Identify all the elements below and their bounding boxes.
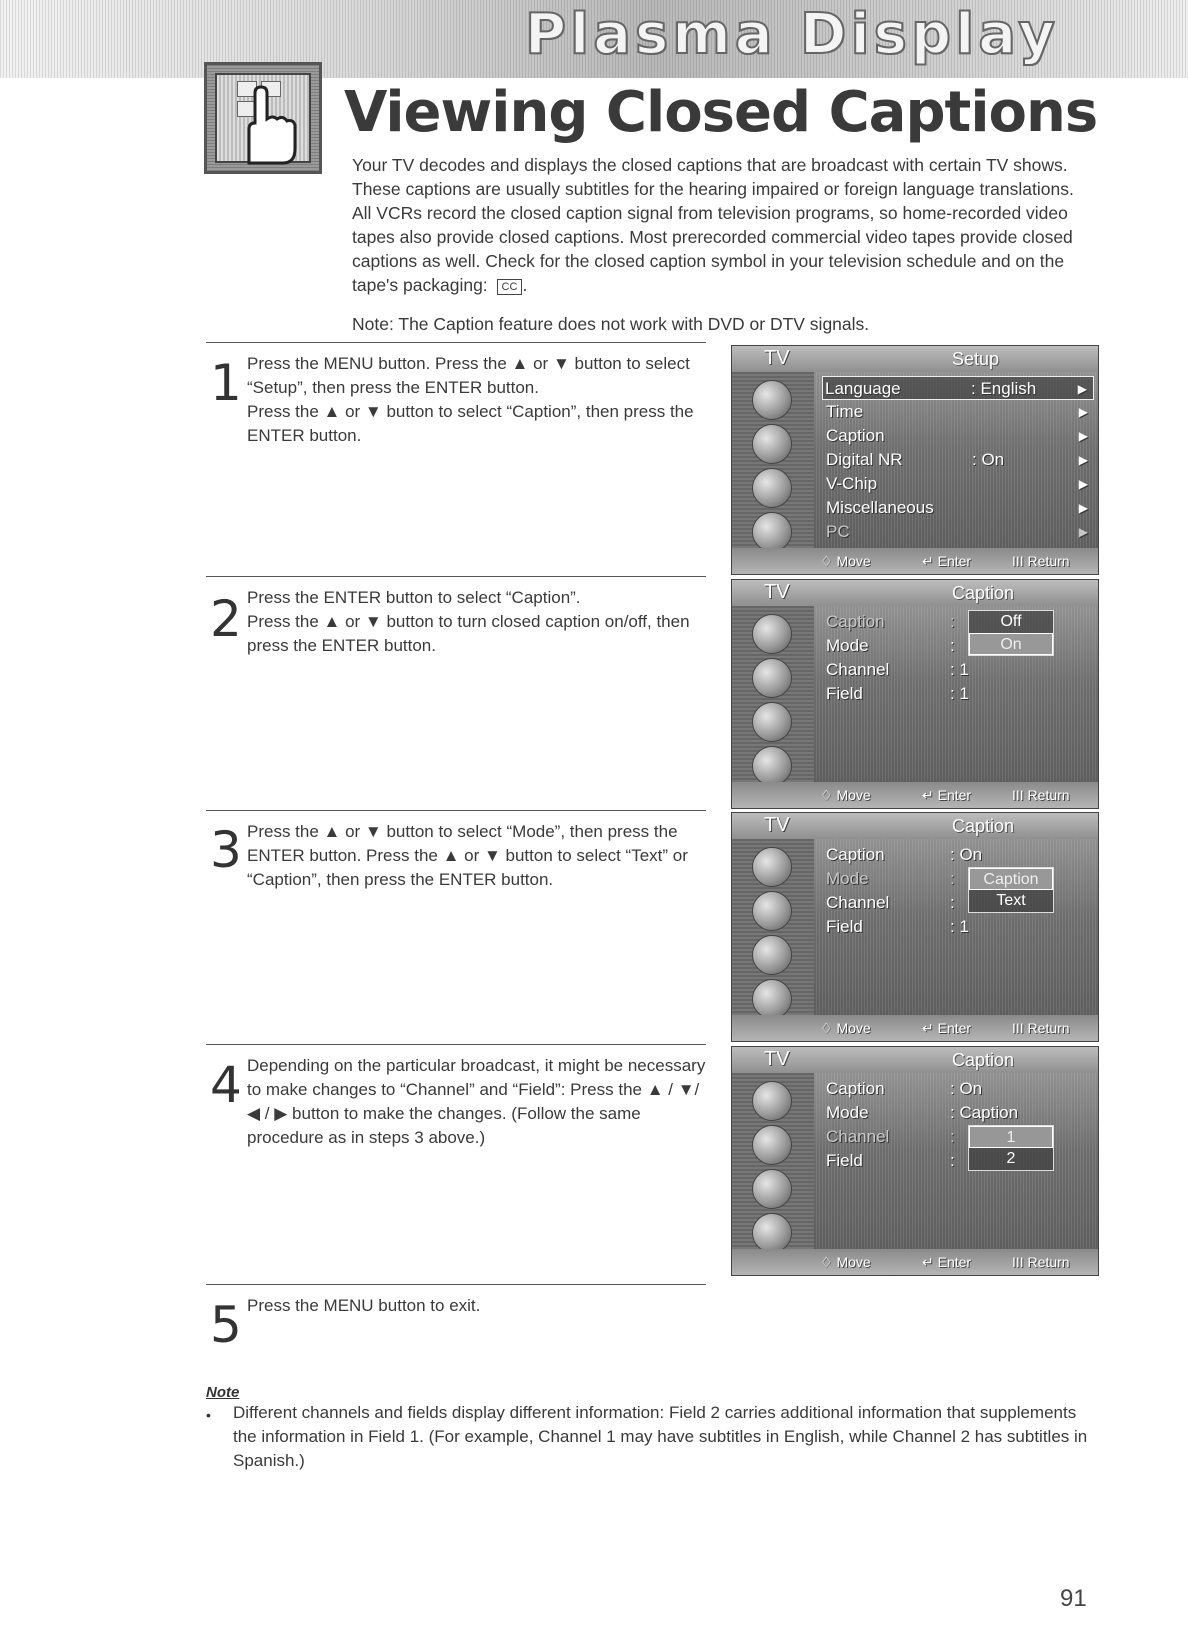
- picture-disc-icon: [752, 891, 792, 931]
- input-disc-icon: [752, 614, 792, 654]
- step-number: 1: [210, 354, 242, 412]
- step-divider: [206, 810, 706, 811]
- osd-sidebar: [732, 1073, 814, 1249]
- enter-hint: ↵ Enter: [922, 553, 972, 569]
- option-channel-2: 2: [1006, 1150, 1016, 1167]
- setup-menu-screen: [731, 345, 1099, 575]
- picture-disc-icon: [752, 1125, 792, 1165]
- osd-row-field: Field : 1: [826, 684, 969, 703]
- osd-footer: [732, 1249, 1098, 1275]
- move-hint: ♢ Move: [820, 553, 871, 569]
- osd-heading: Caption: [952, 1050, 1015, 1070]
- page-title: Viewing Closed Captions: [344, 80, 1098, 145]
- osd-sidebar: [732, 372, 814, 548]
- move-hint: ♢ Move: [820, 787, 871, 803]
- intro-note: Note: The Caption feature does not work with DVD or DTV signals.: [352, 314, 870, 334]
- enter-hint: ↵ Enter: [922, 787, 972, 803]
- osd-row-misc: Miscellaneous ▶: [824, 496, 1094, 520]
- osd-footer: [732, 782, 1098, 808]
- caption-options: [968, 610, 1054, 656]
- osd-row-caption: Caption :: [826, 612, 955, 631]
- input-disc-icon: [752, 1081, 792, 1121]
- enter-hint: ↵ Enter: [922, 1254, 972, 1270]
- intro-period: .: [522, 275, 528, 295]
- step-number: 3: [210, 821, 242, 879]
- osd-tv-label: TV: [764, 814, 790, 836]
- option-on: On: [969, 633, 1053, 655]
- osd-row-channel: Channel :: [826, 893, 955, 912]
- option-text: Text: [996, 892, 1026, 909]
- option-caption: Caption: [969, 868, 1053, 890]
- step-line: Press the ▲ or ▼ button to select “Caption”, then press the ENTER button.: [247, 402, 694, 445]
- osd-sidebar: [732, 606, 814, 782]
- move-hint: ♢ Move: [820, 1020, 871, 1036]
- input-disc-icon: [752, 847, 792, 887]
- bullet-icon: •: [206, 1407, 211, 1423]
- osd-row-language: Language : English ▶: [822, 376, 1094, 400]
- option-channel-1: 1: [969, 1126, 1053, 1148]
- osd-row-digital-nr: Digital NR : On ▶: [824, 448, 1094, 472]
- osd-row-time: Time ▶: [824, 400, 1094, 424]
- return-hint: III Return: [1012, 553, 1070, 569]
- step-line: Press the ▲ or ▼ button to select “Mode”, then press the ENTER button. Press the ▲ or ▼ button to select “Text” or “Caption”, then press the ENTER button.: [247, 822, 688, 889]
- mode-options: [968, 867, 1054, 913]
- return-hint: III Return: [1012, 1020, 1070, 1036]
- step-number: 5: [210, 1296, 242, 1354]
- option-off: Off: [1000, 613, 1022, 630]
- move-hint: ♢ Move: [820, 1254, 871, 1270]
- osd-row-mode: Mode :: [826, 869, 955, 888]
- osd-tv-label: TV: [764, 1048, 790, 1070]
- channel-disc-icon: [752, 512, 792, 552]
- osd-heading: Caption: [952, 583, 1015, 603]
- step-instructions: [247, 586, 707, 658]
- step-number: 4: [210, 1056, 242, 1114]
- step-line: Press the MENU button. Press the ▲ or ▼ button to select “Setup”, then press the ENTER button.: [247, 354, 690, 397]
- osd-row-caption: Caption : On: [826, 845, 983, 864]
- step-line: Press the MENU button to exit.: [247, 1296, 481, 1315]
- arrow-right-icon: ▶: [1078, 405, 1088, 419]
- arrow-right-icon: ▶: [1078, 429, 1088, 443]
- step-line: Depending on the particular broadcast, it might be necessary to make changes to “Channel” and “Field”: Press the ▲ / ▼/ ◀ / ▶ button to make the changes. (Follow the same procedure as in steps 3 above.): [247, 1056, 706, 1147]
- header-banner: [0, 0, 1188, 78]
- cc-symbol-icon: CC: [497, 279, 523, 295]
- enter-hint: ↵ Enter: [922, 1020, 972, 1036]
- step-divider: [206, 1284, 706, 1285]
- return-hint: III Return: [1012, 1254, 1070, 1270]
- picture-disc-icon: [752, 658, 792, 698]
- arrow-right-icon: ▶: [1078, 525, 1088, 539]
- step-instructions: [247, 352, 707, 448]
- arrow-right-icon: ▶: [1078, 477, 1088, 491]
- osd-row-channel: Channel :: [826, 1127, 955, 1146]
- return-hint: III Return: [1012, 787, 1070, 803]
- banner-title: Plasma Display: [525, 2, 1059, 67]
- channel-disc-icon: [752, 1213, 792, 1253]
- note-label: Note: [206, 1384, 240, 1401]
- step-divider: [206, 1044, 706, 1045]
- osd-sidebar: [732, 839, 814, 1015]
- channel-disc-icon: [752, 979, 792, 1019]
- osd-row-field: Field :: [826, 1151, 955, 1170]
- osd-row-pc: PC ▶: [824, 520, 1094, 544]
- step-instructions: [247, 820, 707, 892]
- osd-heading: Caption: [952, 816, 1015, 836]
- channel-options: [968, 1125, 1054, 1171]
- sound-disc-icon: [752, 468, 792, 508]
- caption-channel-screen: [731, 1046, 1099, 1276]
- hand-pointer-icon: [204, 62, 322, 174]
- step-number: 2: [210, 590, 242, 648]
- intro-text: Your TV decodes and displays the closed captions that are broadcast with certain TV shows. These captions are usually subtitles for the hearing impaired or foreign language translations. All VCRs record the closed caption signal from television programs, so home-recorded video tapes also provide closed captions. Most prerecorded commercial video tapes provide closed captions as well. Check for the closed caption symbol in your television schedule and on the tape's packaging:: [352, 155, 1074, 295]
- caption-mode-screen: [731, 812, 1099, 1042]
- osd-row-field: Field : 1: [826, 917, 969, 936]
- osd-row-mode: Mode : Caption: [826, 1103, 1019, 1122]
- page-number: 91: [1060, 1585, 1087, 1612]
- osd-row-caption: Caption : On: [826, 1079, 983, 1098]
- picture-disc-icon: [752, 424, 792, 464]
- step-line: Press the ENTER button to select “Caption”.: [247, 588, 581, 607]
- step-line: Press the ▲ or ▼ button to turn closed caption on/off, then press the ENTER button.: [247, 612, 690, 655]
- input-disc-icon: [752, 380, 792, 420]
- osd-footer: [732, 1015, 1098, 1041]
- arrow-right-icon: ▶: [1078, 501, 1088, 515]
- osd-row-mode: Mode :: [826, 636, 955, 655]
- osd-footer: [732, 548, 1098, 574]
- step-instructions: [247, 1294, 707, 1318]
- step-instructions: [247, 1054, 707, 1150]
- caption-onoff-screen: [731, 579, 1099, 809]
- osd-row-vchip: V-Chip ▶: [824, 472, 1094, 496]
- sound-disc-icon: [752, 1169, 792, 1209]
- osd-row-channel: Channel : 1: [826, 660, 969, 679]
- osd-tv-label: TV: [764, 347, 790, 369]
- sound-disc-icon: [752, 702, 792, 742]
- osd-heading: Setup: [952, 349, 1000, 369]
- note-text: Different channels and fields display different information: Field 2 carries additional information that supplements the information in Field 1. (For example, Channel 1 may have subtitles in English, while Channel 2 has subtitles in Spanish.): [233, 1403, 1088, 1470]
- arrow-right-icon: ▶: [1078, 453, 1088, 467]
- channel-disc-icon: [752, 746, 792, 786]
- sound-disc-icon: [752, 935, 792, 975]
- osd-row-caption: Caption ▶: [824, 424, 1094, 448]
- step-divider: [206, 576, 706, 577]
- step-divider: [206, 342, 706, 343]
- arrow-right-icon: ▶: [1077, 382, 1087, 396]
- osd-tv-label: TV: [764, 581, 790, 603]
- intro-paragraph: [352, 153, 1092, 297]
